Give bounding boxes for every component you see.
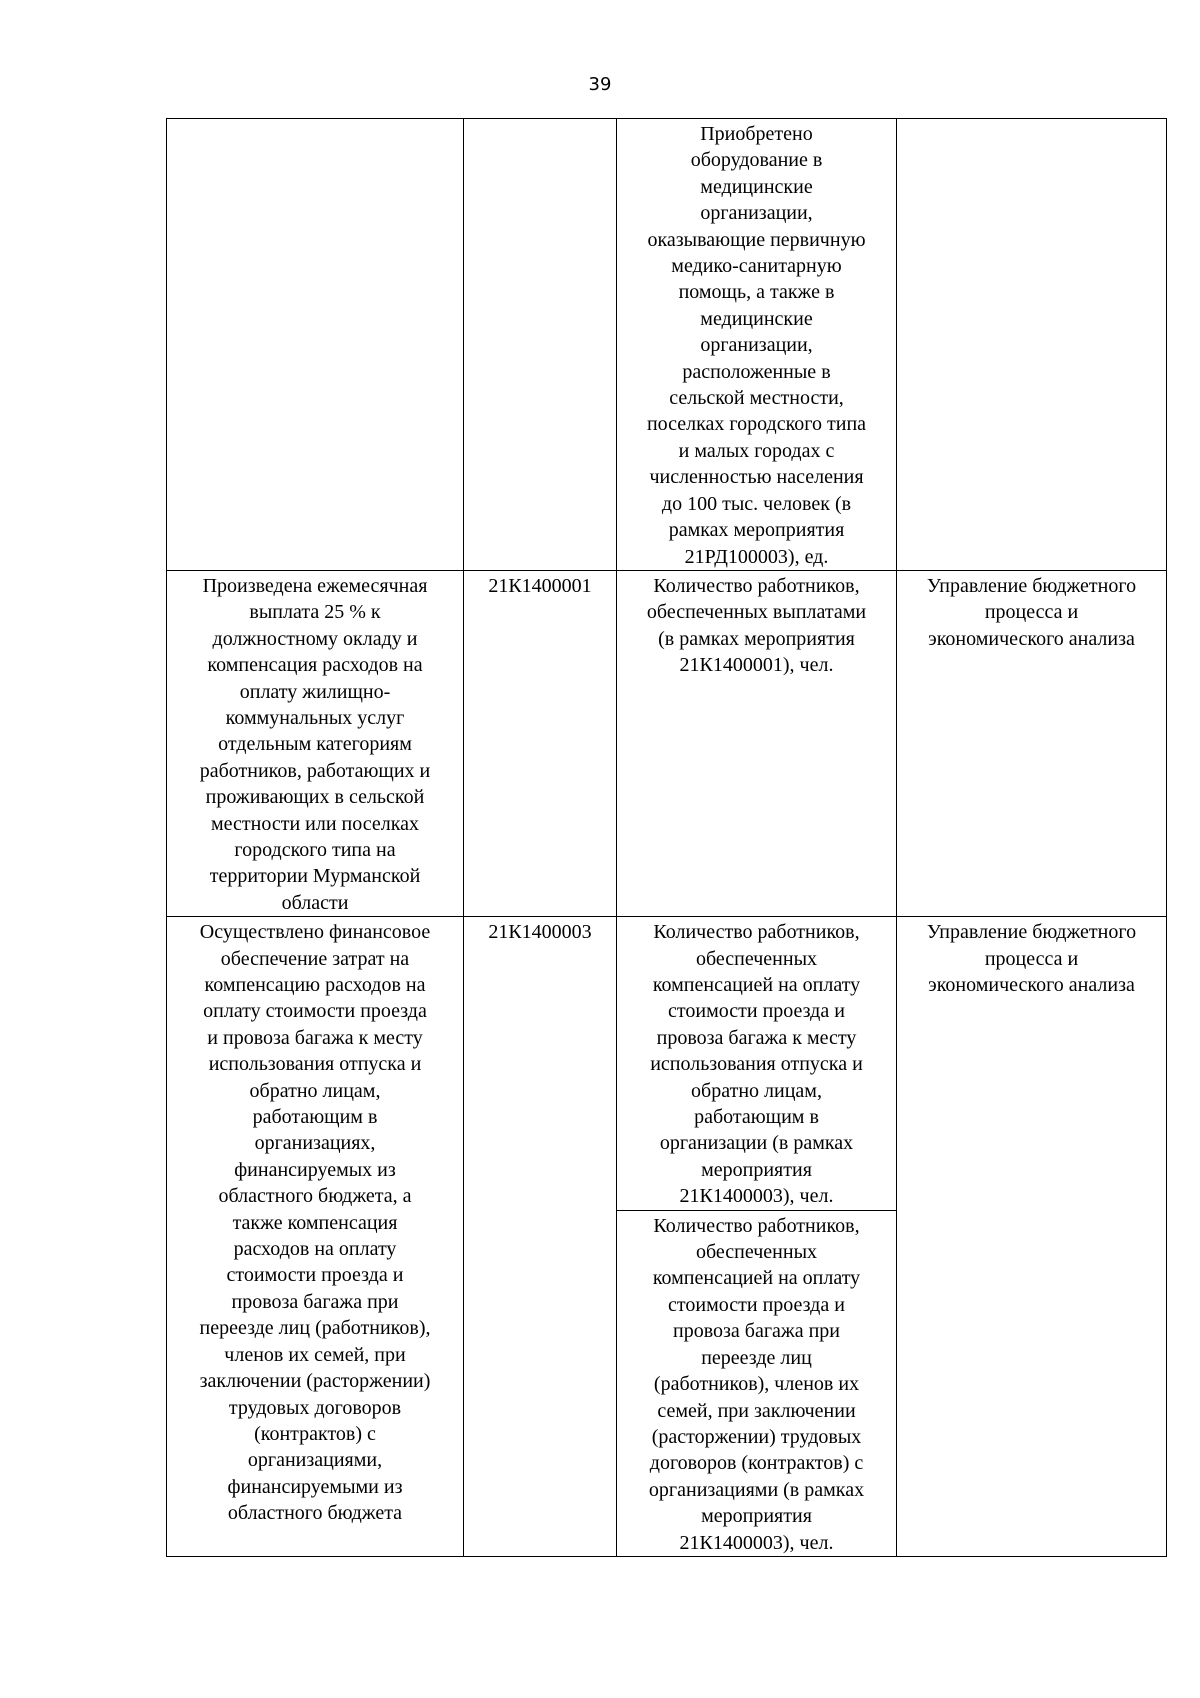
indicator-cell: Количество работников, обеспеченных компенсацией на оплату стоимости проезда и провоза багажа при переезде лиц (работников), членов их семей, при заключении (расторжении) трудовых договоров (контрактов) с организациями (в рамках мероприятия 21К1400003), чел.: [617, 1210, 897, 1556]
result-cell: Осуществлено финансовое обеспечение затрат на компенсацию расходов на оплату стоимости проезда и провоза багажа к месту использования отпуска и обратно лицам, работающим в организациях, финансируемых из областного бюджета, а также компенсация расходов на оплату стоимости проезда и провоза багажа при переезде лиц (работников), членов их семей, при заключении (расторжении) трудовых договоров (контрактов) с организациями, финансируемыми из областного бюджета: [167, 917, 464, 1557]
indicator-cell: Приобретено оборудование в медицинские организации, оказывающие первичную медико-санитарную помощь, а также в медицинские организации, расположенные в сельской местности, поселках городского типа и малых городах с численностью населения до 100 тыс. человек (в рамках мероприятия 21РД100003), ед.: [617, 119, 897, 571]
code-cell: [464, 119, 617, 571]
table-row: [167, 119, 1167, 571]
responsible-cell: [897, 119, 1167, 571]
responsible-cell: Управление бюджетного процесса и экономического анализа: [897, 917, 1167, 1557]
result-cell: [167, 119, 464, 571]
table-row: [167, 917, 1167, 1210]
responsible-cell: Управление бюджетного процесса и экономического анализа: [897, 570, 1167, 916]
indicator-cell: Количество работников, обеспеченных выплатами (в рамках мероприятия 21К1400001), чел.: [617, 570, 897, 916]
measures-table: [166, 118, 1167, 1557]
result-cell: Произведена ежемесячная выплата 25 % к должностному окладу и компенсация расходов на оплату жилищно- коммунальных услуг отдельным категориям работников, работающих и проживающих в сельской местности или поселках городского типа на территории Мурманской области: [167, 570, 464, 916]
code-cell: 21К1400001: [464, 570, 617, 916]
table-row: [167, 570, 1167, 916]
page-number: 39: [588, 74, 612, 95]
indicator-cell: Количество работников, обеспеченных компенсацией на оплату стоимости проезда и провоза багажа к месту использования отпуска и обратно лицам, работающим в организации (в рамках мероприятия 21К1400003), чел.: [617, 917, 897, 1210]
code-cell: 21К1400003: [464, 917, 617, 1557]
